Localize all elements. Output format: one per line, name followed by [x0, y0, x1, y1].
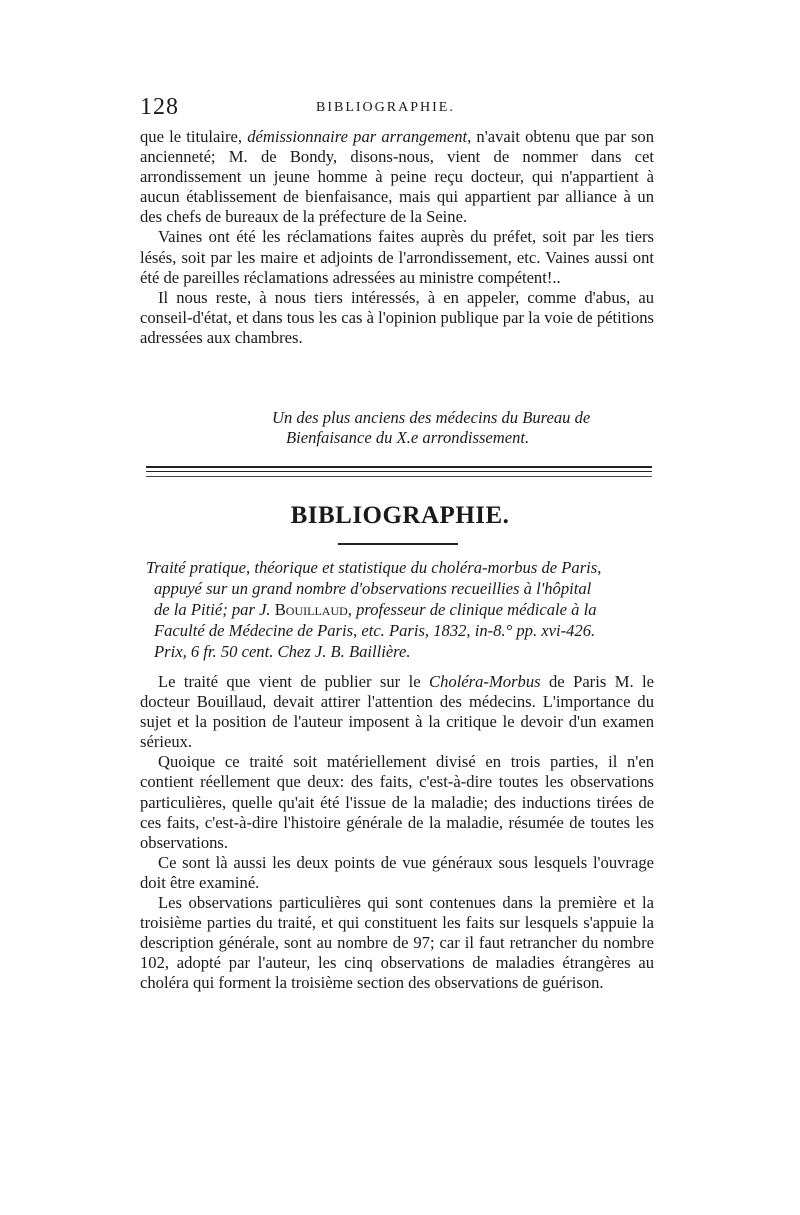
section-title: BIBLIOGRAPHIE. [290, 502, 510, 529]
section-divider [146, 471, 652, 472]
paragraph: Vaines ont été les réclamations faites auprès du préfet, soit par les tiers lésés, soit par les maire et adjoints de l'arrondissement, etc. Vaines aussi ont été de pareilles réclamations adressées au ministre compétent!.. [140, 227, 654, 287]
text-run: , n'avait obtenu que [467, 127, 600, 146]
text-run: de Paris M. le docteur Bouillaud, devait attirer l'attention des médecins. L'importance du sujet et la position de l'auteur imposent à la critique le devoir d'un examen sérieux. [140, 672, 654, 752]
text-run: par son ancienneté; M. de Bondy, disons-nous, vient de nommer dans cet arrondissement un jeune homme à peine reçu docteur, qui n'appartient à aucun établissement de bienfaisance, mais qui appartient par alliance à un des chefs de bureaux de la préfecture de la Seine. [140, 127, 655, 227]
paragraph: Il nous reste, à nous tiers intéressés, à en appeler, comme d'abus, au conseil-d'état, et dans tous les cas à l'opinion publique par la voie de pétitions adressées aux chambres. [140, 287, 654, 347]
text-run: Le traité que vient de publier sur le [158, 672, 430, 691]
citation-line: appuyé sur un grand nombre d'observations recueillies à l'hôpital [154, 579, 592, 598]
italic-text: Choléra-Morbus [429, 672, 541, 691]
section-divider [146, 476, 652, 477]
citation-line: Traité pratique, théorique et statistique du choléra-morbus de Paris, [146, 558, 602, 577]
signature [272, 408, 662, 448]
paragraph [140, 127, 654, 227]
citation-line: Prix, 6 fr. 50 cent. Chez J. B. Baillière. [154, 642, 411, 661]
review-text [140, 672, 654, 994]
running-title: BIBLIOGRAPHIE. [316, 100, 455, 115]
section-divider [146, 466, 652, 468]
citation-line: Faculté de Médecine de Paris, etc. Paris, 1832, in-8.° pp. xvi-426. [154, 621, 596, 640]
italic-text: démissionnaire par arrangement [247, 127, 468, 146]
text-run: de la Pitié; par J. [154, 600, 275, 619]
paragraph: Les observations particulières qui sont contenues dans la première et la troisième parties du traité, et qui constituent les faits sur lesquels s'appuie la description générale, sont au nombre de 97; car il faut retrancher du nombre 102, adopté par l'auteur, les cinq observations de maladies étrangères au choléra qui forment la troisième section des observations de guérison. [140, 893, 654, 993]
text-run: que le titulaire, [140, 127, 248, 146]
book-citation [146, 557, 656, 662]
paragraph: Ce sont là aussi les deux points de vue généraux sous lesquels l'ouvrage doit être examiné. [140, 852, 654, 892]
signature-line: Un des plus anciens des médecins du Bureau de [272, 408, 591, 427]
paragraph [140, 672, 654, 752]
text-run: , professeur de clinique médicale à la [347, 600, 597, 619]
title-underline [338, 543, 458, 545]
citation-line [146, 599, 656, 620]
paragraph: Quoique ce traité soit matériellement divisé en trois parties, il n'en contient réellement que deux: des faits, c'est-à-dire toutes les observations particulières, quelle qu'ait été l'issue de la maladie; des inductions tirées de ces faits, c'est-à-dire l'histoire générale de la maladie, résumée de toutes les observations. [140, 752, 654, 852]
running-head [140, 94, 660, 122]
signature-line: Bienfaisance du X.e arrondissement. [286, 428, 530, 448]
article-continuation [140, 127, 654, 348]
author-name: Bouillaud [274, 600, 348, 619]
page-number: 128 [140, 94, 179, 120]
